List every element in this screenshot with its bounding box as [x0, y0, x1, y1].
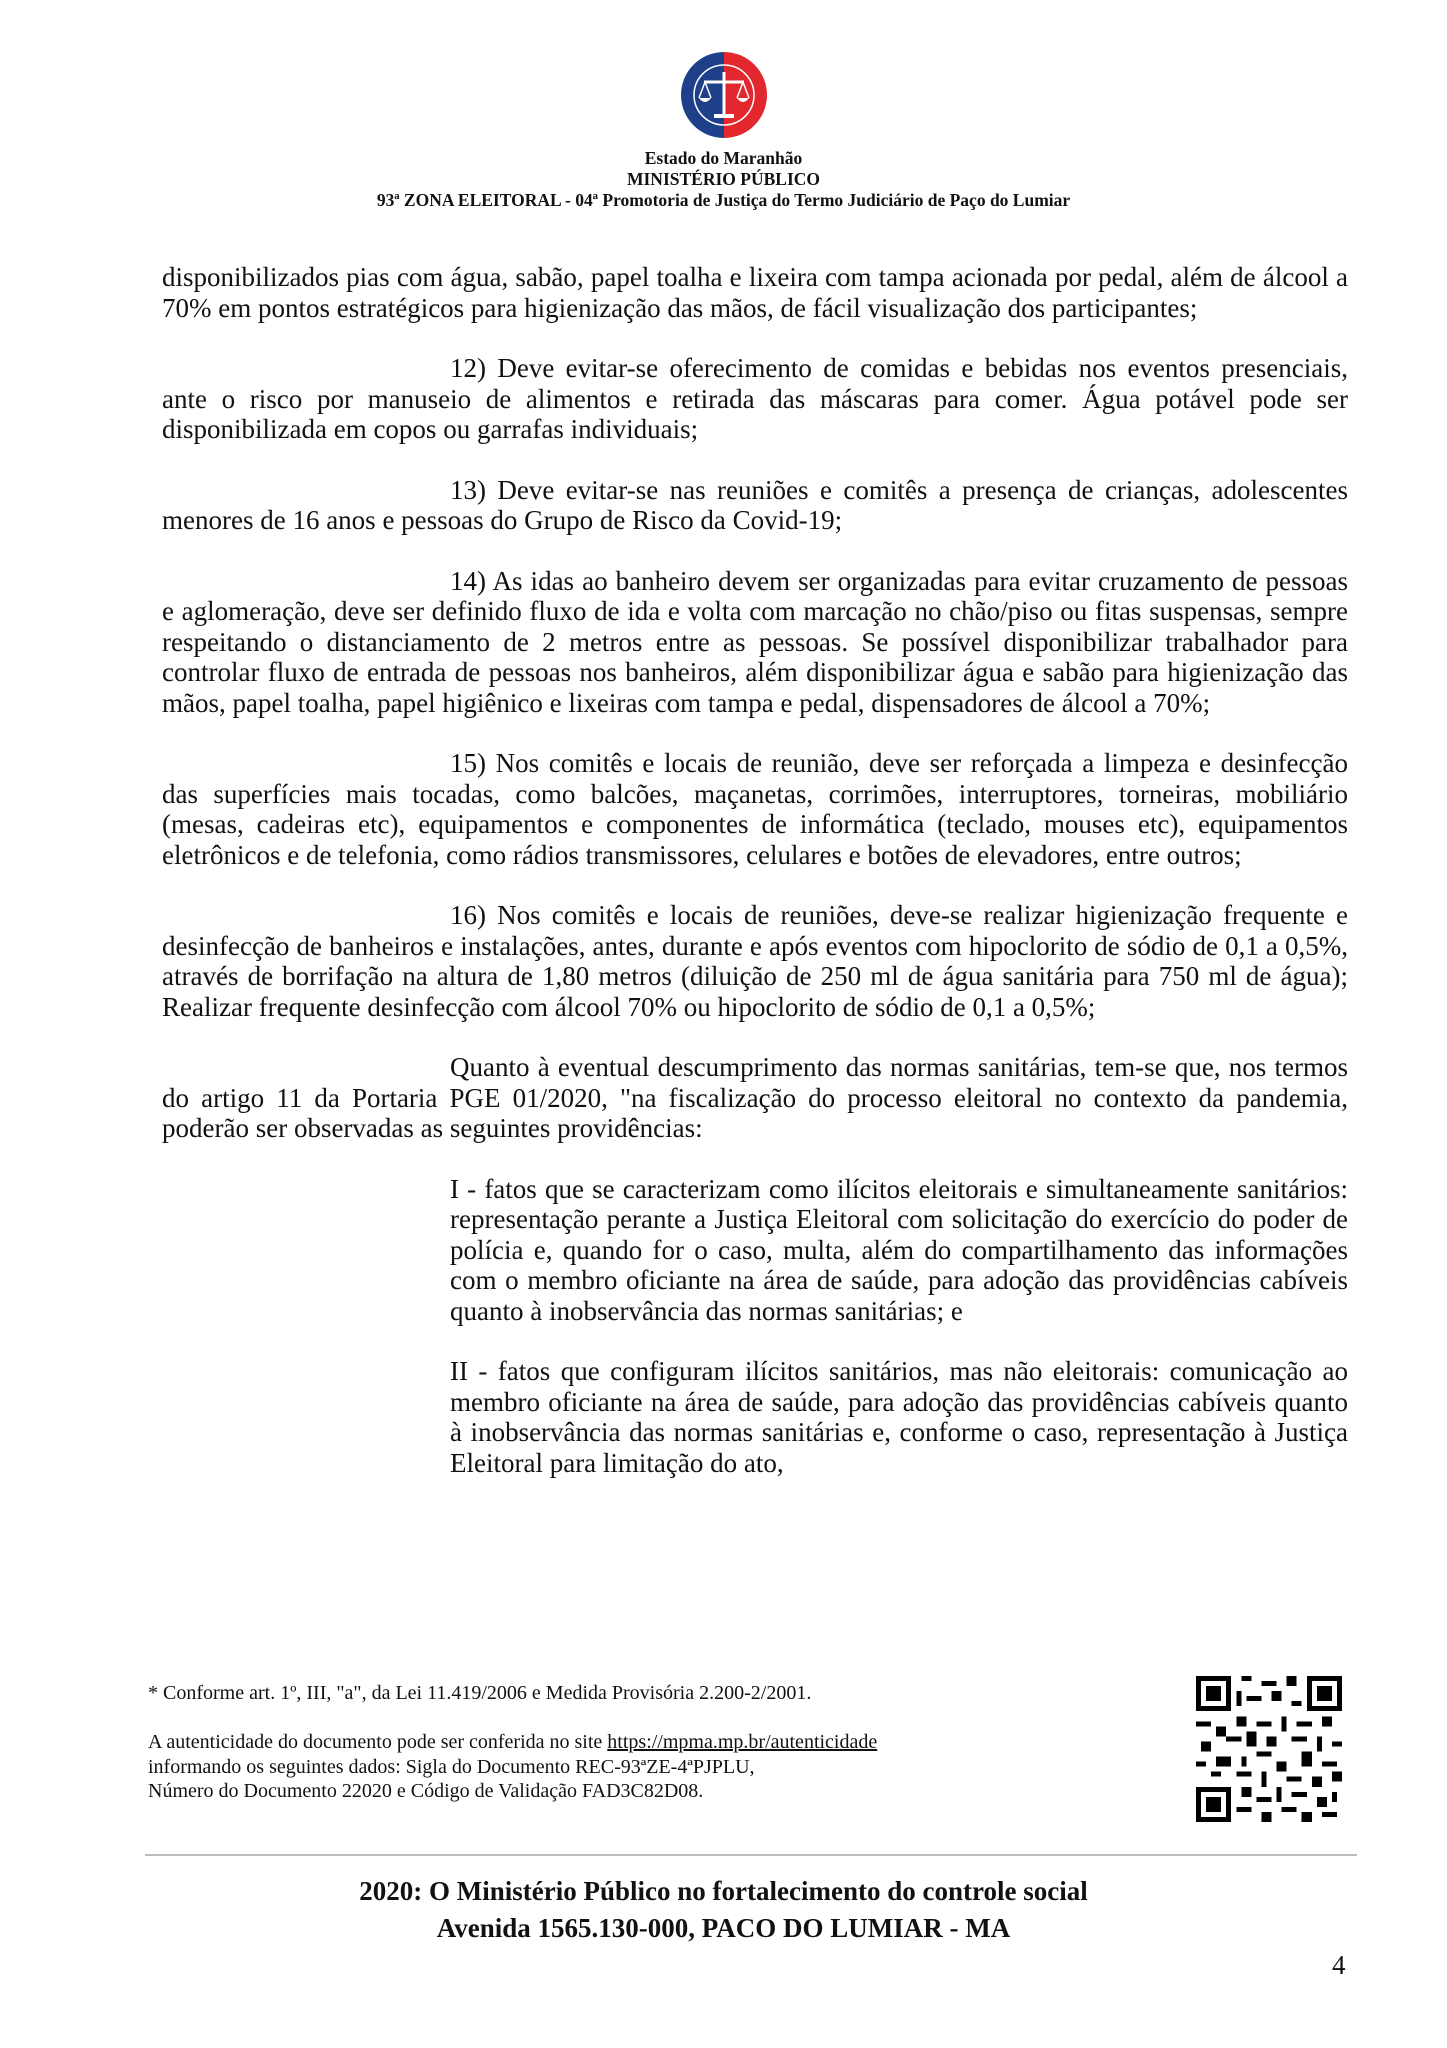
- paragraph-quanto: Quanto à eventual descumprimento das normas sanitárias, tem-se que, nos termos do artigo 11 da Portaria PGE 01/2020, "na fiscalização do processo eleitoral no contexto da pandemia, poderão ser observadas as seguintes providências:: [162, 1052, 1348, 1143]
- paragraph-item-12: 12) Deve evitar-se oferecimento de comidas e bebidas nos eventos presenciais, ante o risco por manuseio de alimentos e retirada das máscaras para comer. Água potável pode ser disponibilizada em copos ou garrafas individuais;: [162, 353, 1348, 444]
- document-header: [0, 50, 1447, 211]
- quote-item-ii: II - fatos que configuram ilícitos sanitários, mas não eleitorais: comunicação ao membro oficiante na área de saúde, para adoção das providências cabíveis quanto à inobservância das normas sanitárias e, conforme o caso, representação à Justiça Eleitoral para limitação do ato,: [450, 1356, 1348, 1478]
- auth-line-2: informando os seguintes dados: Sigla do Documento REC-93ªZE-4ªPJPLU,: [148, 1755, 755, 1778]
- footer-divider: [145, 1854, 1357, 1856]
- quote-item-i: I - fatos que se caracterizam como ilícitos eleitorais e simultaneamente sanitários: representação perante a Justiça Eleitoral com solicitação do exercício do poder de polícia e, quando for o caso, multa, além do compartilhamento das informações com o membro oficiante na área de saúde, para adoção das providências cabíveis quanto à inobservância das normas sanitárias; e: [450, 1173, 1348, 1326]
- footer-motto-block: [0, 1873, 1447, 1947]
- page-number: 4: [1332, 1950, 1346, 1980]
- footer-address: Avenida 1565.130-000, PACO DO LUMIAR - MA: [436, 1913, 1011, 1943]
- qr-code-icon: [1196, 1676, 1342, 1822]
- authenticity-link[interactable]: https://mpma.mp.br/autenticidade: [607, 1731, 878, 1753]
- header-office: 93ª ZONA ELEITORAL - 04ª Promotoria de Justiça do Termo Judiciário de Paço do Lumiar: [376, 190, 1071, 210]
- header-state: Estado do Maranhão: [644, 148, 803, 168]
- footer-motto: 2020: O Ministério Público no fortalecimento do controle social: [359, 1876, 1088, 1906]
- paragraph-item-15: 15) Nos comitês e locais de reunião, deve ser reforçada a limpeza e desinfecção das superfícies mais tocadas, como balcões, maçanetas, corrimões, interruptores, torneiras, mobiliário (mesas, cadeiras etc), equipamentos e componentes de informática (teclado, mouses etc), equipamentos eletrônicos e de telefonia, como rádios transmissores, celulares e botões de elevadores, entre outros;: [162, 748, 1348, 870]
- auth-line-3: Número do Documento 22020 e Código de Validação FAD3C82D08.: [148, 1780, 704, 1802]
- scales-of-justice-logo-icon: [679, 50, 769, 140]
- authenticity-notice: [148, 1730, 1048, 1804]
- paragraph-item-13: 13) Deve evitar-se nas reuniões e comitês a presença de crianças, adolescentes menores de 16 anos e pessoas do Grupo de Risco da Covid-19;: [162, 474, 1348, 535]
- paragraph-item-14: 14) As idas ao banheiro devem ser organizadas para evitar cruzamento de pessoas e aglomeração, deve ser definido fluxo de ida e volta com marcação no chão/piso ou fitas suspensas, sempre respeitando o distanciamento de 2 metros entre as pessoas. Se possível disponibilizar trabalhador para controlar fluxo de entrada de pessoas nos banheiros, além disponibilizar água e sabão para higienização das mãos, papel toalha, papel higiênico e lixeiras com tampa e pedal, dispensadores de álcool a 70%;: [162, 565, 1348, 718]
- auth-prefix: A autenticidade do documento pode ser conferida no site: [148, 1731, 608, 1753]
- paragraph-continuation: disponibilizados pias com água, sabão, papel toalha e lixeira com tampa acionada por pedal, além de álcool a 70% em pontos estratégicos para higienização das mãos, de fácil visualização dos participantes;: [162, 262, 1348, 323]
- footnote: * Conforme art. 1º, III, "a", da Lei 11.419/2006 e Medida Provisória 2.200-2/2001.: [148, 1682, 812, 1704]
- header-institution: MINISTÉRIO PÚBLICO: [626, 169, 821, 189]
- paragraph-item-16: 16) Nos comitês e locais de reuniões, deve-se realizar higienização frequente e desinfecção de banheiros e instalações, antes, durante e após eventos com hipoclorito de sódio de 0,1 a 0,5%, através de borrifação na altura de 1,80 metros (diluição de 250 ml de água sanitária para 750 ml de água); Realizar frequente desinfecção com álcool 70% ou hipoclorito de sódio de 0,1 a 0,5%;: [162, 900, 1348, 1022]
- document-body: [162, 262, 1348, 1478]
